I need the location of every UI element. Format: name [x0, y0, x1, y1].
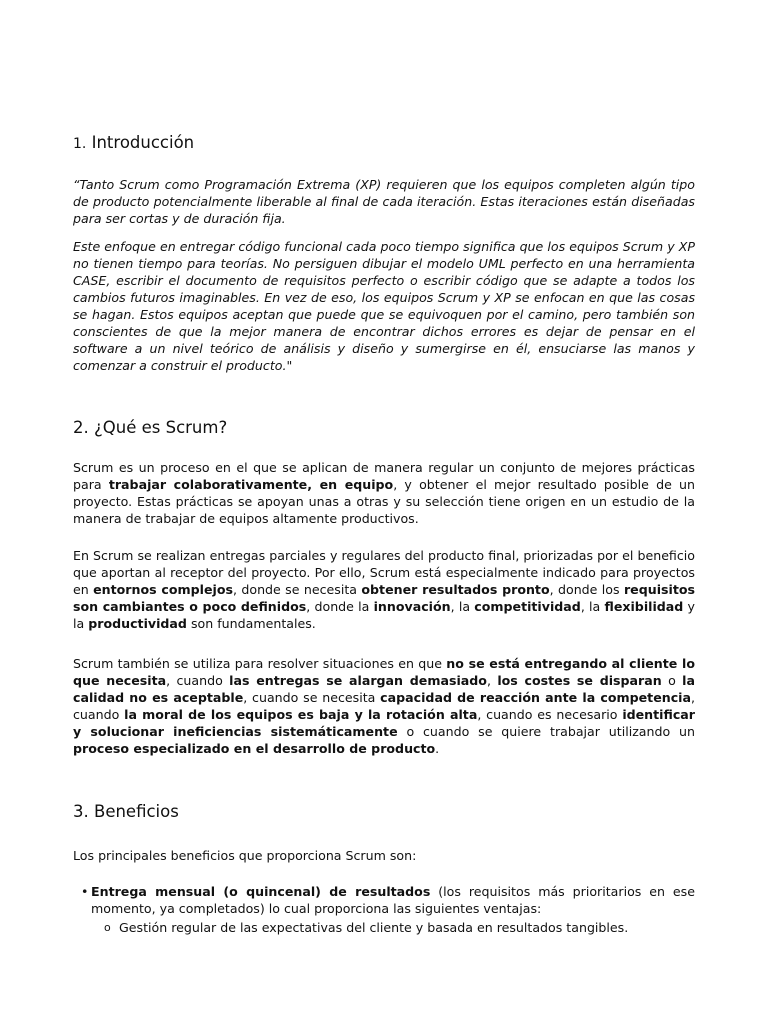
- heading-beneficios: [73, 802, 179, 821]
- bold-run: identificar y solucionar ineficiencias sistemáticamente: [73, 707, 695, 739]
- intro-quote-paragraph-1: “Tanto Scrum como Programación Extrema (XP) requieren que los equipos completen algún tipo de producto potencialmente liberable al final de cada iteración. Estas iteraciones están diseñadas para ser cortas y de duración fija.: [73, 177, 695, 226]
- text-run: Scrum también se utiliza para resolver situaciones en que: [73, 656, 447, 671]
- scrum-paragraph-3: [73, 655, 695, 757]
- heading-title: ¿Qué es Scrum?: [94, 418, 228, 437]
- text-run: y la: [73, 599, 695, 631]
- text-run: , la: [450, 599, 475, 614]
- intro-quote-paragraph-2: Este enfoque en entregar código funcional cada poco tiempo significa que los equipos Scrum y XP no tienen tiempo para teorías. No persiguen dibujar el modelo UML perfecto en una herramienta CASE, escribir el documento de requisitos perfecto o escribir código que se adapte a todos los cambios futuros imaginables. En vez de eso, los equipos Scrum y XP se enfocan en que las cosas se hagan. Estos equipos aceptan que puede que se equivoquen por el camino, pero también son conscientes de que la mejor manera de encontrar dichos errores es dejar de pensar en el software a un nivel teórico de análisis y diseño y sumergirse en él, ensuciarse las manos y comenzar a construir el producto.": [73, 239, 695, 373]
- heading-title: Beneficios: [94, 802, 179, 821]
- sub-bullet-icon: o: [104, 921, 111, 934]
- bold-run: la calidad no es aceptable: [73, 673, 695, 705]
- bold-run: las entregas se alargan demasiado: [229, 673, 487, 688]
- text-run: , donde la: [306, 599, 374, 614]
- text-run: ,: [486, 673, 498, 688]
- bullet-icon: •: [81, 884, 89, 899]
- bold-run: Entrega mensual (o quincenal) de resultados: [91, 884, 431, 899]
- bold-run: productividad: [88, 616, 187, 631]
- text-run: .: [435, 741, 440, 756]
- text-run: , cuando es necesario: [477, 707, 623, 722]
- heading-introduccion: [73, 133, 194, 152]
- text-run: , donde los: [549, 582, 624, 597]
- text-run: En Scrum se realizan entregas parciales y regulares del producto final, priorizadas por el beneficio que aportan al receptor del proyecto. Por ello, Scrum está especialmente indicado para proyectos en: [73, 548, 695, 597]
- heading-number: 1.: [73, 136, 87, 152]
- text-run: Scrum es un proceso en el que se aplican de manera regular un conjunto de mejores prácticas para: [73, 460, 695, 492]
- bold-run: requisitos son cambiantes o poco definidos: [73, 582, 695, 614]
- bold-run: competitividad: [474, 599, 581, 614]
- benefit-sub-item: [104, 919, 695, 936]
- benefits-intro: Los principales beneficios que proporciona Scrum son:: [73, 848, 417, 863]
- text-run: o: [661, 673, 683, 688]
- bold-run: capacidad de reacción ante la competencia: [380, 690, 691, 705]
- text-run: son fundamentales.: [186, 616, 316, 631]
- heading-title: Introducción: [91, 133, 195, 152]
- heading-que-es-scrum: [73, 418, 227, 437]
- text-run: o cuando se quiere trabajar utilizando un: [397, 724, 696, 739]
- bold-run: obtener resultados pronto: [361, 582, 550, 597]
- bold-run: entornos complejos: [93, 582, 233, 597]
- benefit-list-item: [81, 883, 695, 917]
- bold-run: no se está entregando al cliente lo que necesita: [73, 656, 695, 688]
- bold-run: proceso especializado en el desarrollo de producto: [73, 741, 436, 756]
- bold-run: la moral de los equipos es baja y la rotación alta: [124, 707, 478, 722]
- heading-number: 2.: [73, 418, 89, 437]
- text-run: , cuando: [166, 673, 230, 688]
- text-run: Gestión regular de las expectativas del cliente y basada en resultados tangibles.: [119, 920, 629, 935]
- text-run: , donde se necesita: [232, 582, 362, 597]
- bold-run: trabajar colaborativamente, en equipo: [108, 477, 394, 492]
- heading-number: 3.: [73, 802, 89, 821]
- text-run: , la: [580, 599, 605, 614]
- bold-run: innovación: [373, 599, 451, 614]
- text-run: , cuando: [73, 690, 695, 722]
- scrum-paragraph-1: [73, 459, 695, 527]
- text-run: (los requisitos más prioritarios en ese momento, ya completados) lo cual proporciona las siguientes ventajas:: [91, 884, 695, 916]
- bold-run: los costes se disparan: [497, 673, 662, 688]
- text-run: , cuando se necesita: [243, 690, 381, 705]
- scrum-paragraph-2: [73, 547, 695, 632]
- bold-run: flexibilidad: [604, 599, 684, 614]
- text-run: , y obtener el mejor resultado posible de un proyecto. Estas prácticas se apoyan unas a otras y su selección tiene origen en un estudio de la manera de trabajar de equipos altamente productivos.: [73, 477, 695, 526]
